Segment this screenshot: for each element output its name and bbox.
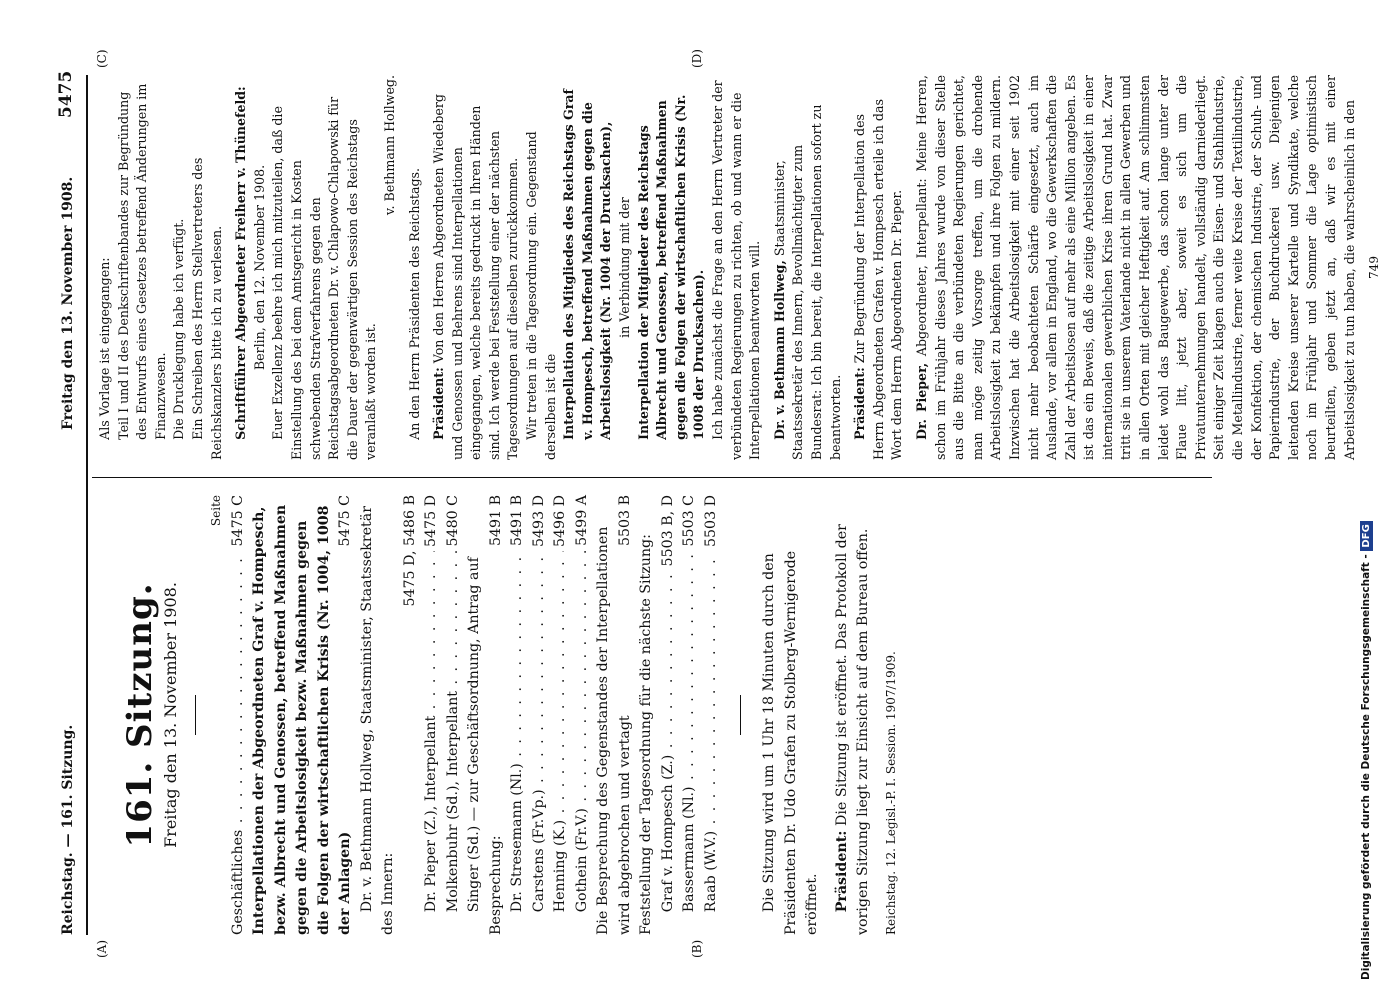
paragraph: Ich habe zunächst die Frage an den Herrn Vertreter der verbündeten Regierungen zu richten, ob und wann er die Interpellationen beantworten will. — [710, 80, 763, 460]
toc-page: 5491 B — [487, 495, 504, 547]
section-rule — [740, 695, 741, 735]
toc-entry — [228, 495, 250, 935]
speech-text: Abgeordneter, Interpellant: Meine Herren, schon im Frühjahr dieses Jahres wurde von dieser Stelle aus die Bitte an die verbündeten Regierungen gerichtet, man möge zeitig Vorsorge treffen, um die drohende Arbeitslosigkeit zu bekämpfen und ihre Folgen zu mildern. Inzwischen hat die Arbeitslosigkeit mit einer seit 1902 nicht mehr beobachteten Schärfe eingesetzt, auch im Auslande, vor allem in England, wo die Gewerkschaften die Zahl der Arbeitslosen auf mehr als eine Million angeben. Es ist das ein Beweis, daß die zeitige Arbeitslosigkeit in einer internationalen gewerblichen Krise ihren Grund hat. Zwar tritt sie in unserem Vaterlande nicht in allen Gewerben und in allen Orten mit gleicher Heftigkeit auf. Am schlimmsten leidet wohl das Baugewerbe, das schon lange unter der Flaue litt, jetzt aber, soweit es sich um die Privatunternehmungen handelt, vollständig darniederliegt. Seit einiger Zeit klagen auch die Eisen- und Stahlindustrie, die Metallindustrie, ferner weite Kreise der Textilindustrie, der Konfektion, der chemischen Industrie, der Schuh- und Papierindustrie, der Buchdruckerei usw. Diejenigen leitenden Kreise unserer Kartelle und Syndikate, welche noch im Frühjahr und Sommer die Lage optimistisch beurteilten, geben jetzt an, daß wir es mit einer Arbeitslosigkeit zu tun haben, die wahrscheinlich in den — [913, 75, 1357, 460]
margin-letter-d: (D) — [690, 49, 704, 68]
left-column — [120, 495, 902, 935]
speaker-label: Dr. v. Bethmann Hollweg, — [771, 260, 787, 440]
page-footer: Reichstag. 12. Legisl.-P. I. Session. 1907/1909. — [883, 651, 898, 935]
toc-label: Bassermann (Nl.) . . . — [679, 550, 701, 912]
toc-entry — [443, 495, 465, 935]
speaker-label: Präsident: — [852, 367, 868, 440]
toc-page: 5496 D — [552, 495, 568, 547]
letter-date: Berlin, den 12. November 1908. — [251, 164, 267, 371]
seite-label: Seite — [209, 495, 223, 527]
toc-page: 5475 D, 5486 B — [401, 495, 418, 607]
dfg-logo: DFG — [1360, 521, 1373, 550]
toc-label: Carstens (Fr.Vp.) . . . — [529, 551, 551, 912]
interpellation-title: Interpellation der Mitglieder des Reichstags Albrecht und Genossen, betreffend Maßnahmen gegen die Folgen der wirtschaftlichen Krisis (Nr. 1008 der Drucksachen). — [635, 94, 707, 440]
speech-text: Die Sitzung ist eröffnet. Das Protokoll der vorigen Sitzung liegt zur Einsicht auf dem Bureau offen. — [833, 524, 871, 935]
toc-label: Dr. Pieper (Z.), Interpellant . . . — [421, 551, 443, 912]
paragraph: Teil I und II des Denkschriftenbandes zur Begründung des Entwurfs eines Gesetzes betreffend Änderungen im Finanzwesen. — [115, 83, 168, 440]
toc-text: Feststellung der Tagesordnung für die nächste Sitzung: — [638, 534, 654, 935]
toc-page: 5503 B, D — [659, 495, 676, 567]
letter-body: Euer Exzellenz beehre ich mich mitzuteilen, daß die Einstellung des bei dem Amtsgericht in Kosten schwebenden Strafverfahrens gegen den Reichstagsabgeordneten Dr. v. Chlapowo-Chlapowski für die Dauer der gegenwärtigen Session des Reichstags veranlaßt worden ist. — [270, 96, 379, 460]
speaker-paragraph — [913, 75, 1359, 460]
speech-text: Staatsminister, Staatssekretär des Innern, Bevollmächtigter zum Bundesrat: Ich bin bereit, die Interpellationen sofort zu beantworten. — [771, 104, 843, 460]
toc-entry — [572, 495, 594, 935]
page-number: 5475 — [56, 70, 76, 118]
president-paragraph — [851, 75, 907, 460]
toc-text: Interpellationen der Abgeordneten Graf v. Hompesch, bezw. Albrecht und Genossen, betreffend Maßnahmen gegen die Arbeitslosigkeit bezw. Maßnahmen gegen die Folgen der wirtschaftlichen Krisis (Nr. 1004, 1008 der Anlagen) — [251, 504, 353, 935]
toc-label: Geschäftliches . . . — [228, 550, 250, 935]
president-paragraph — [832, 495, 875, 935]
toc-label: Graf v. Hompesch (Z.) . . . — [658, 570, 680, 912]
toc-page: 5503 B — [616, 495, 633, 547]
speaker-label: Präsident: — [431, 367, 447, 440]
letter-recipient: An den Herrn Präsidenten des Reichstags. — [406, 168, 422, 440]
president-paragraph — [430, 75, 523, 460]
toc-entry — [464, 495, 507, 935]
opening-paragraph: Die Sitzung wird um 1 Uhr 18 Minuten durch den Präsidenten Dr. Udo Grafen zu Stolberg-Wernigerode eröffnet. — [761, 550, 820, 935]
toc-label: Raab (W.V.) . . . — [701, 551, 723, 912]
toc-text: Dr. v. Bethmann Hollweg, Staatsminister, Staatssekretär des Innern: — [358, 506, 396, 935]
margin-letter-a: (A) — [95, 939, 109, 958]
sheet-number: 749 — [1367, 256, 1382, 279]
toc-page: 5475 C — [229, 495, 246, 547]
speaker-label: Präsident: — [833, 830, 850, 913]
toc-page: 5475 C — [337, 495, 353, 547]
digitization-text: Digitalisierung gefördert durch die Deutsche Forschungsgemeinschaft - — [1360, 554, 1372, 980]
title-rule — [195, 695, 196, 735]
paragraph: Die Drucklegung habe ich verfügt. — [171, 218, 187, 440]
column-divider — [92, 477, 1212, 478]
toc-page: 5480 C — [444, 495, 461, 547]
toc-label: Gothein (Fr.V.) . . . — [572, 550, 594, 912]
toc-page: 5475 D — [423, 495, 439, 547]
toc-page: 5493 D — [530, 495, 547, 547]
toc-entry — [701, 495, 723, 935]
toc-entry — [507, 495, 529, 935]
toc-page: 5491 B — [509, 495, 525, 547]
toc-text: Die Besprechung des Gegenstandes der Interpellationen wird abgebrochen und vertagt — [595, 526, 633, 935]
running-header-date: Freitag den 13. November 1908. — [60, 176, 76, 430]
toc-entry — [529, 495, 551, 935]
toc-page: 5503 D — [702, 495, 719, 547]
speech-text: Zur Begründung der Interpellation des Herrn Abgeordneten Grafen v. Hompesch erteile ich das Wort dem Herrn Abgeordneten Dr. Pieper. — [852, 99, 905, 460]
paragraph: Wir treten in die Tagesordnung ein. Gegenstand derselben ist die — [524, 131, 558, 460]
speaker-label: Dr. Pieper, — [913, 362, 929, 440]
letter-signature: v. Bethmann Hollweg. — [381, 75, 397, 216]
toc-entry — [679, 495, 701, 935]
margin-letter-c: (C) — [95, 49, 109, 68]
toc-entry — [550, 495, 572, 935]
toc-label: Dr. Stresemann (Nl.) . . . — [507, 550, 529, 912]
speech-text: Von den Herren Abgeordneten Wiedeberg und Genossen und Behrens sind Interpellationen eingegangen, welche bereits gedruckt in Ihren Händen sind. Ich werde bei Feststellung einer der nächsten Tagesordnungen auf dieselben zurückkommen. — [431, 94, 521, 460]
toc-entry — [249, 495, 357, 935]
speaker-label: Schriftführer Abgeordneter Freiherr v. Thünefeld: — [233, 86, 249, 440]
toc-label: Molkenbuhr (Sd.), Interpellant . . . — [443, 550, 465, 912]
speaker-paragraph — [771, 75, 845, 460]
toc-entry — [421, 495, 443, 935]
toc-entry — [636, 495, 658, 935]
toc-label: Henning (K.) . . . — [550, 551, 572, 912]
paragraph: Ein Schreiben des Herrn Stellvertreters des Reichskanzlers bitte ich zu verlesen. — [189, 157, 224, 460]
right-column — [96, 75, 1383, 460]
session-title: 161. Sitzung. — [120, 582, 160, 848]
header-rule — [86, 75, 88, 935]
interpellation-title: Interpellation des Mitgliedes des Reichstags Graf v. Hompesch, betreffend Maßnahmen gegen die Arbeitslosigkeit (Nr. 1004 der Drucksachen), — [561, 89, 614, 440]
digitization-note — [1360, 521, 1372, 980]
toc-page: 5499 A — [573, 495, 590, 546]
paragraph: Als Vorlage ist eingegangen: — [97, 257, 112, 440]
paragraph: in Verbindung mit der — [617, 197, 633, 338]
toc-text: Singer (Sd.) — zur Geschäftsordnung, Antrag auf Besprechung: — [466, 557, 504, 935]
toc-entry — [593, 495, 636, 935]
running-header-left: Reichstag. — 161. Sitzung. — [60, 724, 76, 935]
toc-entry — [658, 495, 680, 935]
toc-page: 5503 C — [681, 495, 697, 547]
session-date: Freitag den 13. November 1908. — [160, 582, 180, 848]
margin-letter-b: (B) — [690, 939, 704, 958]
toc-entry — [357, 495, 422, 935]
